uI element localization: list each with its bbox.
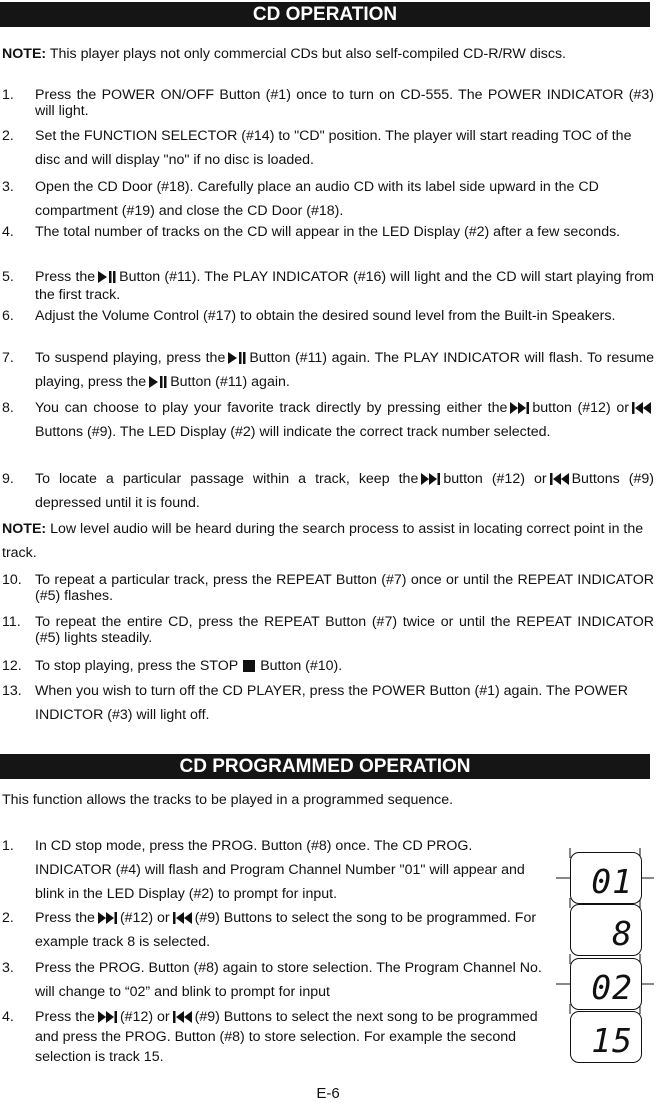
led-display-8: 8 bbox=[570, 904, 642, 956]
note-label: NOTE: bbox=[2, 521, 47, 537]
led-display-15: 15 bbox=[570, 1011, 642, 1063]
play-pause-icon bbox=[98, 271, 116, 283]
step-11: 11. To repeat the entire CD, press the REPEAT Button (#7) twice or until the REPEAT INDICATOR (#5) lights steadily. bbox=[2, 614, 654, 646]
step-8: 8. You can choose to play your favorite track directly by pressing either the button (#12) orButtons (#9). The LED Display (#2) will indicate the correct track number selected. bbox=[2, 396, 654, 444]
skip-forward-icon bbox=[421, 473, 440, 485]
stop-icon bbox=[241, 660, 257, 672]
step-4: 4. The total number of tracks on the CD will appear in the LED Display (#2) after a few seconds. bbox=[2, 224, 621, 240]
skip-back-icon bbox=[550, 473, 569, 485]
page-number: E-6 bbox=[316, 1085, 340, 1102]
prog-step-4: 4. Press the (#12) or (#9) Buttons to select the next song to be programmed and press the PROG. Button (#8) to store selection. For example the second selection is track 15. bbox=[2, 1009, 538, 1065]
note-search-audio bbox=[2, 517, 654, 565]
prog-step-1: 1. In CD stop mode, press the PROG. Button (#8) once. The CD PROG. INDICATOR (#4) will flash and Program Channel Number "01" will appear and blink in the LED Display (#2) to prompt for input. bbox=[2, 838, 525, 902]
skip-forward-icon bbox=[98, 912, 117, 924]
step-6: 6. Adjust the Volume Control (#17) to obtain the desired sound level from the Built-in Speakers. bbox=[2, 308, 616, 324]
led-display-01: 01 bbox=[570, 852, 642, 904]
step-13: 13. When you wish to turn off the CD PLAYER, press the POWER Button (#1) again. The POWER INDICTOR (#3) will light off. bbox=[2, 683, 628, 723]
note-text: Low level audio will be heard during the search process to assist in locating correct point in the track. bbox=[2, 521, 644, 561]
step-5: 5. Press the Button (#11). The PLAY INDICATOR (#16) will light and the CD will start playing from the first track. bbox=[2, 269, 654, 303]
step-2: 2. Set the FUNCTION SELECTOR (#14) to "CD" position. The player will start reading TOC of the disc and will display "no" if no disc is loaded. bbox=[2, 128, 632, 168]
prog-step-3: 3. Press the PROG. Button (#8) again to store selection. The Program Channel No. will change to “02” and blink to prompt for input bbox=[2, 960, 542, 1000]
skip-forward-icon bbox=[510, 402, 529, 414]
note-label: NOTE: bbox=[2, 46, 47, 62]
play-pause-icon bbox=[149, 376, 167, 388]
section-title-programmed-operation: CD PROGRAMMED OPERATION bbox=[0, 754, 650, 779]
led-display-02: 02 bbox=[570, 958, 642, 1010]
section-intro: This function allows the tracks to be played in a programmed sequence. bbox=[2, 792, 454, 808]
step-3: 3. Open the CD Door (#18). Carefully place an audio CD with its label side upward in the CD compartment (#19) and close the CD Door (#18). bbox=[2, 179, 599, 219]
skip-back-icon bbox=[173, 1011, 192, 1023]
step-1: 1. Press the POWER ON/OFF Button (#1) once to turn on CD-555. The POWER INDICATOR (#3) will light. bbox=[2, 87, 654, 119]
skip-back-icon bbox=[173, 912, 192, 924]
section-title-cd-operation: CD OPERATION bbox=[0, 2, 650, 27]
skip-forward-icon bbox=[98, 1011, 117, 1023]
note-text: This player plays not only commercial CDs but also self-compiled CD-R/RW discs. bbox=[49, 46, 566, 62]
step-7: 7. To suspend playing, press the Button (#11) again. The PLAY INDICATOR will flash. To resume playing, press the Button (#11) again. bbox=[2, 350, 654, 390]
prog-step-2: 2. Press the (#12) or (#9) Buttons to select the song to be programmed. For example track 8 is selected. bbox=[2, 910, 537, 950]
step-9: 9. To locate a particular passage within a track, keep the button (#12) or Buttons (#9) depressed until it is found. bbox=[2, 471, 654, 511]
note-cd-types bbox=[2, 44, 654, 64]
skip-back-icon bbox=[632, 402, 651, 414]
step-10: 10. To repeat a particular track, press the REPEAT Button (#7) once or until the REPEAT INDICATOR (#5) flashes. bbox=[2, 572, 654, 604]
step-12: 12. To stop playing, press the STOP Button (#10). bbox=[2, 658, 343, 674]
play-pause-icon bbox=[228, 352, 246, 364]
